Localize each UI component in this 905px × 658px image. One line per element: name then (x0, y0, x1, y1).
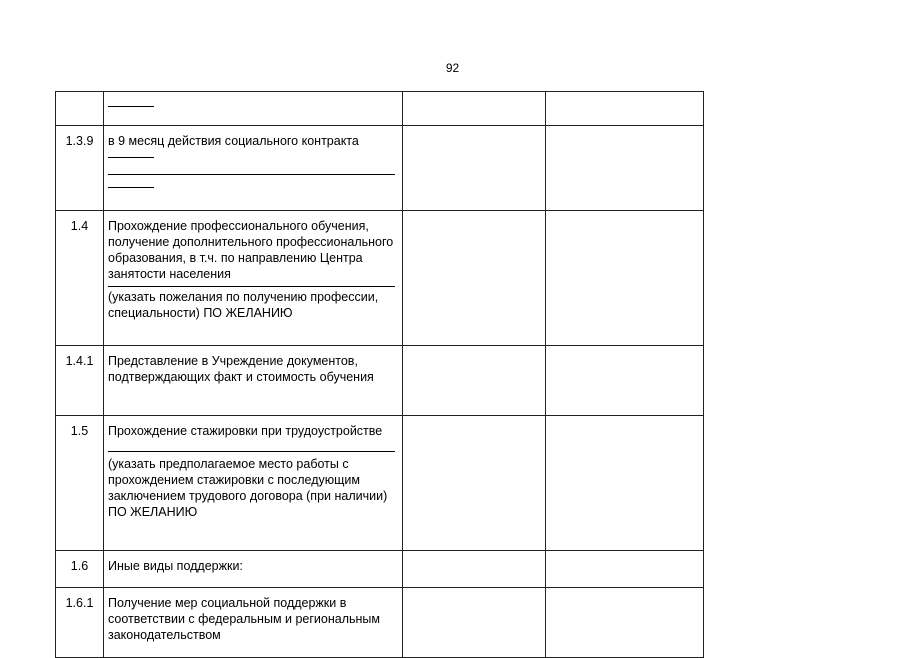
blank-line (108, 162, 395, 175)
plan-table (55, 91, 704, 658)
row-text (104, 211, 403, 346)
row-number: 1.4 (56, 211, 104, 346)
empty-cell (403, 92, 546, 126)
empty-cell (403, 211, 546, 346)
page-number: 92 (445, 61, 460, 75)
empty-cell (546, 211, 704, 346)
row-number (56, 92, 104, 126)
row-description: Представление в Учреждение документов, подтверждающих факт и стоимость обучения (108, 354, 374, 384)
row-number: 1.5 (56, 416, 104, 551)
row-description: Иные виды поддержки: (108, 559, 243, 573)
empty-cell (546, 92, 704, 126)
blank-line (108, 149, 154, 158)
blank-line (108, 179, 154, 188)
empty-cell (403, 346, 546, 416)
row-number: 1.6.1 (56, 588, 104, 658)
empty-cell (403, 416, 546, 551)
empty-cell (546, 346, 704, 416)
row-hint: (указать предполагаемое место работы с прохождением стажировки с последующим заключением трудового договора (при наличии) ПО ЖЕЛАНИЮ (108, 457, 388, 519)
empty-cell (403, 126, 546, 211)
row-number: 1.4.1 (56, 346, 104, 416)
table-row (56, 346, 704, 416)
row-text (104, 126, 403, 211)
row-text (104, 416, 403, 551)
row-text (104, 346, 403, 416)
table-row (56, 92, 704, 126)
table-row (56, 551, 704, 588)
blank-line (108, 92, 154, 107)
empty-cell (546, 416, 704, 551)
empty-cell (403, 588, 546, 658)
table-row (56, 588, 704, 658)
table-row (56, 211, 704, 346)
row-number: 1.6 (56, 551, 104, 588)
table-row (56, 126, 704, 211)
row-text (104, 551, 403, 588)
row-number: 1.3.9 (56, 126, 104, 211)
empty-cell (403, 551, 546, 588)
blank-line (108, 439, 395, 452)
blank-line (108, 282, 395, 287)
row-text (104, 588, 403, 658)
row-description: Прохождение профессионального обучения, получение дополнительного профессионального образования, в т.ч. по направлению Центра занятости населения (108, 219, 394, 281)
table-row (56, 416, 704, 551)
empty-cell (546, 126, 704, 211)
row-text (104, 92, 403, 126)
row-description: Получение мер социальной поддержки в соответствии с федеральным и региональным законодательством (108, 596, 381, 642)
row-hint: (указать пожелания по получению профессии, специальности) ПО ЖЕЛАНИЮ (108, 290, 379, 320)
row-description: Прохождение стажировки при трудоустройстве (108, 424, 383, 438)
row-description: в 9 месяц действия социального контракта (108, 134, 359, 148)
empty-cell (546, 551, 704, 588)
empty-cell (546, 588, 704, 658)
